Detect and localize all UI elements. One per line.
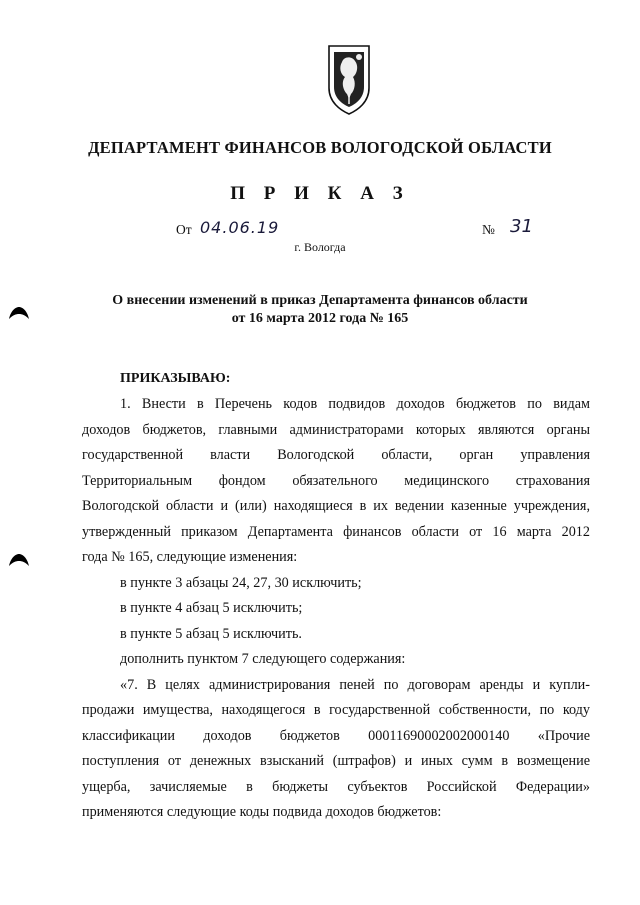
order-directive: ПРИКАЗЫВАЮ: (120, 371, 231, 386)
body-line: продажи имущества, находящегося в государственной собственности, по коду (82, 702, 590, 718)
number-label: № (482, 222, 495, 237)
department-title: ДЕПАРТАМЕНТ ФИНАНСОВ ВОЛОГОДСКОЙ ОБЛАСТИ (88, 138, 552, 157)
subject-line: О внесении изменений в приказ Департамента финансов области (112, 293, 528, 308)
body-line: в пункте 3 абзацы 24, 27, 30 исключить; (120, 574, 362, 591)
handwritten-date: 04.06.19 (200, 218, 280, 237)
body-line: государственной власти Вологодской области, орган управления (82, 447, 590, 463)
order-subject (0, 292, 640, 328)
document-type-title: П Р И К А З (230, 183, 410, 204)
subject-line: от 16 марта 2012 года № 165 (231, 311, 409, 326)
body-line: Территориальным фондом обязательного медицинского страхования (82, 472, 590, 489)
body-line: года № 165, следующие изменения: (82, 549, 298, 565)
body-line: применяются следующие коды подвида доходов бюджетов: (82, 804, 442, 820)
city-label: г. Вологда (294, 240, 346, 254)
coat-of-arms-icon (326, 44, 372, 116)
body-line: классификации доходов бюджетов 00011690002002000140 «Прочие (82, 727, 590, 744)
body-line: ущерба, зачисляемые в бюджеты субъектов Российской Федерации» (82, 778, 590, 795)
body-line: поступления от денежных взысканий (штрафов) и иных сумм в возмещение (82, 753, 590, 769)
body-line: «7. В целях администрирования пеней по договорам аренды и купли- (120, 676, 590, 693)
handwritten-number: 31 (510, 216, 533, 237)
body-line: дополнить пунктом 7 следующего содержания: (120, 651, 406, 667)
body-line: 1. Внести в Перечень кодов подвидов доходов бюджетов по видам (120, 396, 590, 412)
body-line: утвержденный приказом Департамента финансов области от 16 марта 2012 (82, 523, 590, 540)
order-body (82, 392, 590, 826)
binder-hole-icon (8, 306, 30, 320)
body-line: Вологодской области и (или) находящиеся в их ведении казенные учреждения, (82, 498, 590, 514)
date-label: От (176, 222, 192, 237)
body-line: доходов бюджетов, главными администраторами которых являются органы (82, 421, 590, 438)
body-line: в пункте 4 абзац 5 исключить; (120, 600, 303, 616)
binder-hole-icon (8, 553, 30, 567)
body-line: в пункте 5 абзац 5 исключить. (120, 625, 302, 642)
